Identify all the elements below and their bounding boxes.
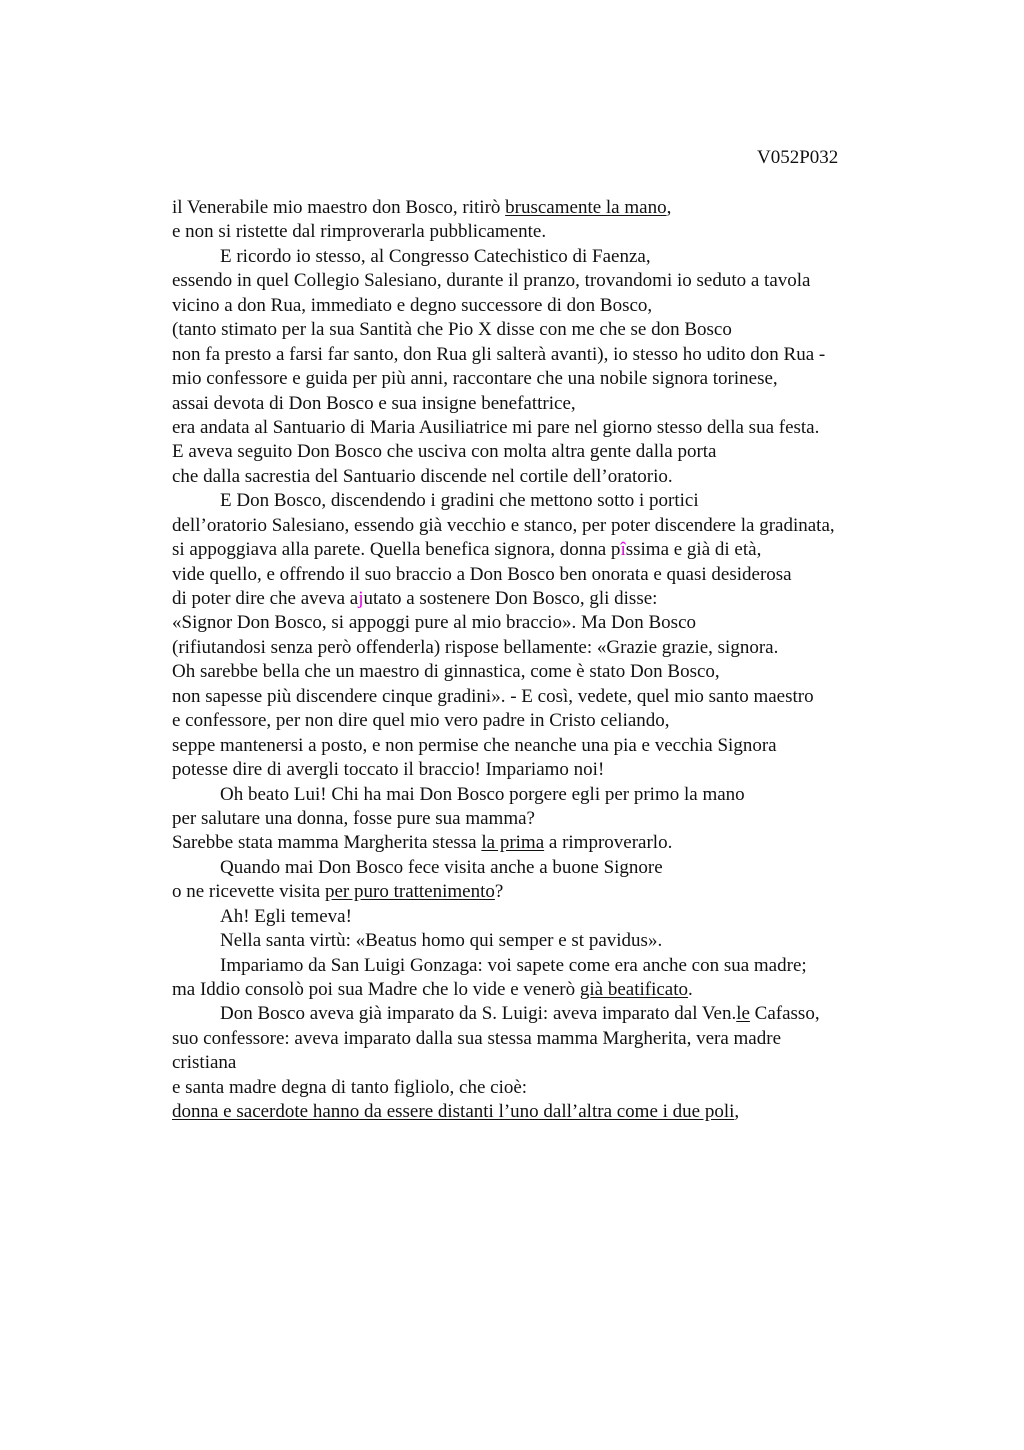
text-segment: Oh beato Lui! Chi ha mai Don Bosco porgere egli per primo la mano	[220, 783, 745, 805]
text-line	[172, 1027, 932, 1051]
text-line	[172, 465, 932, 489]
text-line	[172, 220, 932, 244]
text-segment: Oh sarebbe bella che un maestro di ginnastica, come è stato Don Bosco,	[172, 661, 720, 683]
text-segment: suo confessore: aveva imparato dalla sua stessa mamma Margherita, vera madre	[172, 1027, 782, 1049]
text-line	[172, 440, 932, 464]
text-segment: Quando mai Don Bosco fece visita anche a buone Signore	[220, 856, 663, 878]
underlined-text: la prima	[481, 832, 545, 854]
text-segment: Don Bosco aveva già imparato da S. Luigi: aveva imparato dal Ven.	[220, 1003, 737, 1025]
underlined-text: le	[736, 1003, 750, 1025]
text-segment: E aveva seguito Don Bosco che usciva con molta altra gente dalla porta	[172, 441, 717, 463]
underlined-text: per puro trattenimento	[325, 881, 495, 903]
text-segment: cristiana	[172, 1052, 237, 1074]
text-segment: Sarebbe stata mamma Margherita stessa	[172, 832, 482, 854]
text-segment: ma Iddio consolò poi sua Madre che lo vide e venerò	[172, 979, 580, 1000]
text-segment: ssima e già di età,	[625, 539, 762, 561]
text-line	[172, 660, 932, 684]
text-segment: «Signor Don Bosco, si appoggi pure al mio braccio». Ma Don Bosco	[172, 612, 697, 634]
text-line	[172, 563, 932, 587]
text-line	[172, 783, 932, 807]
text-line	[172, 343, 932, 367]
text-segment: Ah! Egli temeva!	[220, 905, 352, 927]
text-line	[172, 294, 932, 318]
text-line	[172, 807, 932, 831]
text-line	[172, 392, 932, 416]
text-line	[172, 831, 932, 855]
text-line	[172, 367, 932, 391]
text-segment: o ne ricevette visita	[172, 881, 325, 903]
text-segment: non fa presto a farsi far santo, don Rua gli salterà avanti), io stesso ho udito don Rua -	[172, 343, 826, 365]
text-segment: il Venerabile mio maestro don Bosco, ritirò	[172, 197, 506, 218]
text-segment: e santa madre degna di tanto figliolo, che cioè:	[172, 1076, 528, 1098]
text-line	[172, 758, 932, 782]
text-line	[172, 611, 932, 635]
text-segment: ?	[494, 881, 504, 903]
text-segment: non sapesse più discendere cinque gradini». - E così, vedete, quel mio santo maestro	[172, 685, 814, 707]
text-line	[172, 880, 932, 904]
highlighted-character: j	[358, 588, 364, 609]
text-line	[172, 1002, 932, 1026]
text-segment: e confessore, per non dire quel mio vero padre in Cristo celiando,	[172, 710, 670, 732]
text-line	[172, 587, 932, 611]
text-line	[172, 489, 932, 513]
text-line	[172, 709, 932, 733]
text-line	[172, 636, 932, 660]
text-segment: ,	[666, 197, 672, 218]
text-segment: mio confessore e guida per più anni, raccontare che una nobile signora torinese,	[172, 368, 778, 390]
text-line	[172, 734, 932, 758]
text-line	[172, 1100, 932, 1124]
text-segment: a rimproverarlo.	[544, 832, 673, 854]
text-line	[172, 856, 932, 880]
text-segment: si appoggiava alla parete. Quella benefica signora, donna p	[172, 539, 621, 561]
underlined-text: bruscamente la mano	[505, 197, 667, 218]
text-line	[172, 905, 932, 929]
text-segment: di poter dire che aveva a	[172, 588, 359, 609]
text-segment: Cafasso,	[749, 1003, 820, 1025]
text-segment: .	[688, 979, 693, 1000]
text-segment: Impariamo da San Luigi Gonzaga: voi sapete come era anche con sua madre;	[220, 954, 807, 976]
text-segment: seppe mantenersi a posto, e non permise che neanche una pia e vecchia Signora	[172, 734, 777, 756]
text-line	[172, 416, 932, 440]
text-segment: e non si ristette dal rimproverarla pubblicamente.	[172, 221, 547, 243]
text-segment: (rifiutandosi senza però offenderla) rispose bellamente: «Grazie grazie, signora.	[172, 636, 779, 658]
text-line	[172, 1051, 932, 1075]
text-segment: E Don Bosco, discendendo i gradini che mettono sotto i portici	[220, 490, 699, 512]
text-segment: Nella santa virtù: «Beatus homo qui semper e st pavidus».	[220, 930, 663, 952]
body-text	[172, 196, 932, 1125]
page-identifier: V052P032	[757, 147, 839, 168]
text-line	[172, 269, 932, 293]
text-segment: vicino a don Rua, immediato e degno successore di don Bosco,	[172, 294, 653, 316]
text-segment: vide quello, e offrendo il suo braccio a Don Bosco ben onorata e quasi desiderosa	[172, 563, 792, 585]
text-segment: (tanto stimato per la sua Santità che Pio X disse con me che se don Bosco	[172, 319, 732, 341]
text-segment: per salutare una donna, fosse pure sua mamma?	[172, 807, 535, 829]
text-line	[172, 978, 932, 1002]
text-segment: utato a sostenere Don Bosco, gli disse:	[363, 588, 658, 609]
underlined-text: già beatificato	[579, 979, 688, 1000]
text-line	[172, 685, 932, 709]
text-segment: ,	[734, 1101, 740, 1123]
text-line	[172, 514, 932, 538]
text-line	[172, 1076, 932, 1100]
text-line	[172, 929, 932, 953]
text-segment: assai devota di Don Bosco e sua insigne benefattrice,	[172, 392, 576, 414]
text-segment: potesse dire di avergli toccato il braccio! Impariamo noi!	[172, 759, 605, 781]
text-segment: era andata al Santuario di Maria Ausiliatrice mi pare nel giorno stesso della sua festa.	[172, 416, 820, 438]
text-segment: E ricordo io stesso, al Congresso Catechistico di Faenza,	[220, 245, 651, 267]
text-line	[172, 318, 932, 342]
text-segment: dell’oratorio Salesiano, essendo già vecchio e stanco, per poter discendere la gradinata,	[172, 514, 835, 536]
text-segment: essendo in quel Collegio Salesiano, durante il pranzo, trovandomi io seduto a tavola	[172, 270, 811, 292]
text-line	[172, 245, 932, 269]
text-line	[172, 954, 932, 978]
highlighted-character: î	[620, 539, 626, 561]
text-line	[172, 196, 932, 220]
text-segment: che dalla sacrestia del Santuario discende nel cortile dell’oratorio.	[172, 465, 673, 487]
underlined-text: donna e sacerdote hanno da essere distanti l’uno dall’altra come i due poli	[172, 1101, 735, 1123]
text-line	[172, 538, 932, 562]
